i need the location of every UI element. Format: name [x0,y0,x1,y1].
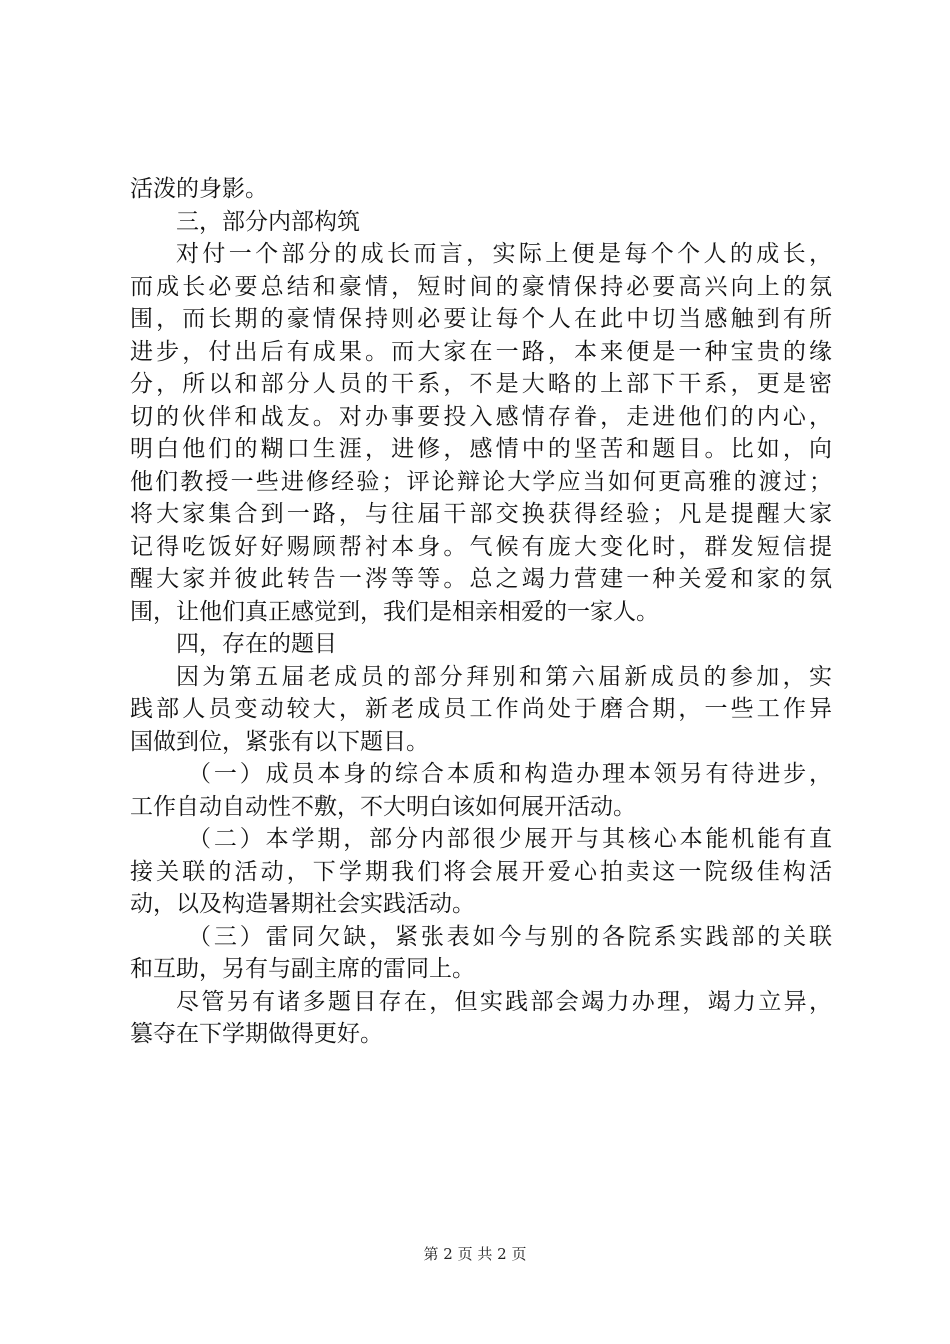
text-line: 对付一个部分的成长而言，实际上便是每个个人的成长， [176,241,832,267]
text-line: 围，而长期的豪情保持则必要让每个人在此中切当感触到有所 [130,306,832,332]
text-line: （二）本学期，部分内部很少展开与其核心本能机能有直 [188,826,832,852]
text-line: 四，存在的题目 [176,631,337,657]
text-line: 三，部分内部构筑 [176,208,360,235]
text-line: 醒大家并彼此转告一涔等等。总之竭力营建一种关爱和家的氛 [130,566,832,592]
text-line: 他们教授一些进修经验；评论辩论大学应当如何更高雅的渡过； [130,468,832,495]
text-line: 分，所以和部分人员的干系，不是大略的上部下干系，更是密 [130,371,832,397]
text-line: 切的伙伴和战友。对办事要投入感情存眷，走进他们的内心， [130,403,832,430]
text-line: （三）雷同欠缺，紧张表如今与别的各院系实践部的关联 [188,923,832,950]
page-number-label: 第 2 页 共 2 页 [423,1245,527,1263]
text-line: 尽管另有诸多题目存在，但实践部会竭力办理，竭力立异， [176,988,832,1015]
text-line: 接关联的活动，下学期我们将会展开爱心拍卖这一院级佳构活 [130,858,832,885]
document-body [130,173,832,1051]
text-line: 明白他们的糊口生涯，进修，感情中的坚苦和题目。比如，向 [130,436,832,462]
text-line: 而成长必要总结和豪情，短时间的豪情保持必要高兴向上的氛 [130,273,832,300]
text-line: 记得吃饭好好赐顾帮衬本身。气候有庞大变化时，群发短信提 [130,533,832,560]
page-footer [0,1243,950,1264]
text-line: 将大家集合到一路，与往届干部交换获得经验；凡是提醒大家 [130,501,832,527]
text-line: （一）成员本身的综合本质和构造办理本领另有待进步， [188,761,832,787]
text-line: 动，以及构造暑期社会实践活动。 [130,891,475,917]
text-line: 围，让他们真正感觉到，我们是相亲相爱的一家人。 [130,598,659,625]
text-line: 国做到位，紧张有以下题目。 [130,728,429,755]
text-line: 因为第五届老成员的部分拜别和第六届新成员的参加，实 [176,663,832,690]
text-line: 践部人员变动较大，新老成员工作尚处于磨合期，一些工作异 [130,696,832,722]
text-line: 篡夺在下学期做得更好。 [130,1021,383,1047]
text-line: 活泼的身影。 [130,176,268,202]
text-line: 和互助，另有与副主席的雷同上。 [130,956,475,982]
text-line: 工作自动自动性不敷，不大明白该如何展开活动。 [130,793,636,820]
text-line: 进步，付出后有成果。而大家在一路，本来便是一种宝贵的缘 [130,338,832,365]
